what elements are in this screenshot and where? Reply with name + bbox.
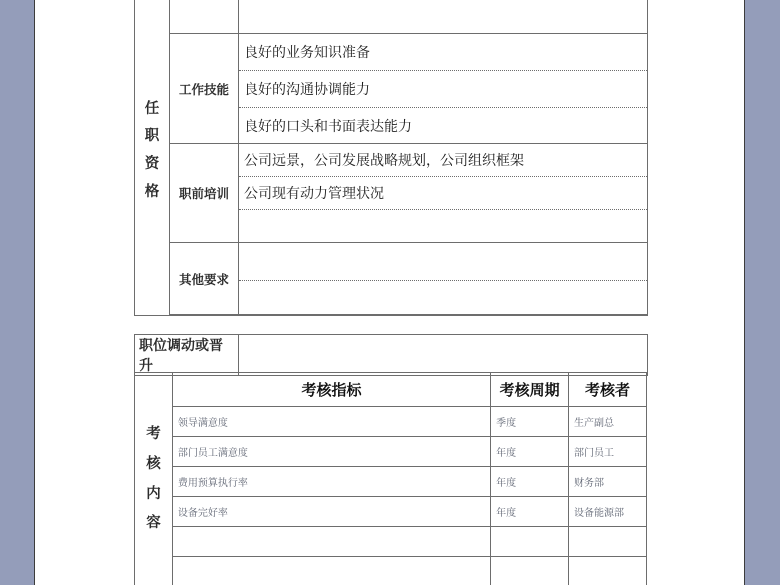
row-label-gongzuojineng: 工作技能 (170, 34, 239, 144)
document-page (34, 0, 745, 585)
cell-cycle[interactable]: 年度 (491, 497, 569, 527)
cell-indicator[interactable] (172, 527, 490, 557)
cell-cycle[interactable] (491, 527, 569, 557)
table-header-row (135, 373, 647, 407)
table-row (135, 467, 647, 497)
cell-indicator[interactable] (172, 557, 490, 585)
section-label-char: 职 (144, 128, 160, 145)
skill-item[interactable]: 良好的业务知识准备 (239, 34, 648, 71)
table-row (135, 335, 648, 376)
other-requirement-item[interactable] (239, 281, 648, 315)
table-row (135, 144, 648, 177)
row-label-empty (170, 0, 239, 34)
spacer-cell (239, 315, 648, 316)
spacer-cell (170, 315, 239, 316)
table-row (135, 407, 647, 437)
cell-assessor[interactable]: 财务部 (569, 467, 647, 497)
table-row-spacer (135, 315, 648, 316)
cell-cycle[interactable]: 季度 (491, 407, 569, 437)
qualification-table (134, 0, 648, 316)
section-label-kaoheneirong (135, 373, 173, 585)
cell-assessor[interactable] (569, 557, 647, 585)
section-label-renzhiziqe (135, 0, 170, 316)
column-header-indicator: 考核指标 (172, 373, 490, 407)
section-label-char: 容 (146, 515, 161, 532)
cell-assessor[interactable]: 生产副总 (569, 407, 647, 437)
table-row (135, 557, 647, 585)
assessment-table (134, 372, 647, 585)
cell-assessor[interactable]: 部门员工 (569, 437, 647, 467)
column-header-cycle: 考核周期 (491, 373, 569, 407)
training-item[interactable]: 公司远景，公司发展战略规划，公司组织框架 (239, 144, 648, 177)
column-header-assessor: 考核者 (569, 373, 647, 407)
row-label-zhiweidiaodong: 职位调动或晋升 (135, 335, 239, 376)
table-row (135, 0, 648, 34)
page-background-right (745, 0, 780, 585)
cell-indicator[interactable]: 设备完好率 (172, 497, 490, 527)
training-item[interactable]: 公司现有动力管理状况 (239, 177, 648, 210)
table-row (135, 34, 648, 71)
training-item[interactable] (239, 210, 648, 243)
row-label-zhiqianpeixun: 职前培训 (170, 144, 239, 243)
skill-item[interactable]: 良好的沟通协调能力 (239, 71, 648, 108)
cell-cycle[interactable]: 年度 (491, 437, 569, 467)
cell-assessor[interactable]: 设备能源部 (569, 497, 647, 527)
section-label-char: 核 (146, 455, 161, 472)
skill-item[interactable]: 良好的口头和书面表达能力 (239, 108, 648, 144)
section-label-char: 内 (146, 485, 161, 502)
section-label-char: 任 (144, 100, 160, 117)
cell-cycle[interactable]: 年度 (491, 467, 569, 497)
section-label-char: 考 (146, 426, 161, 443)
table-row (135, 437, 647, 467)
cell-indicator[interactable]: 领导满意度 (172, 407, 490, 437)
section-label-char: 格 (144, 183, 160, 200)
table-row (135, 527, 647, 557)
table-row (135, 497, 647, 527)
section-label-char: 资 (144, 156, 160, 172)
cell-indicator[interactable]: 费用预算执行率 (172, 467, 490, 497)
row-label-qitayaoqiu: 其他要求 (170, 243, 239, 315)
other-requirement-item[interactable] (239, 243, 648, 281)
row-value-empty[interactable] (239, 0, 648, 34)
page-background-left (0, 0, 34, 585)
transfer-promotion-table (134, 334, 648, 376)
row-value-zhiweidiaodong[interactable] (239, 335, 648, 376)
cell-indicator[interactable]: 部门员工满意度 (172, 437, 490, 467)
cell-assessor[interactable] (569, 527, 647, 557)
table-row (135, 243, 648, 281)
cell-cycle[interactable] (491, 557, 569, 585)
